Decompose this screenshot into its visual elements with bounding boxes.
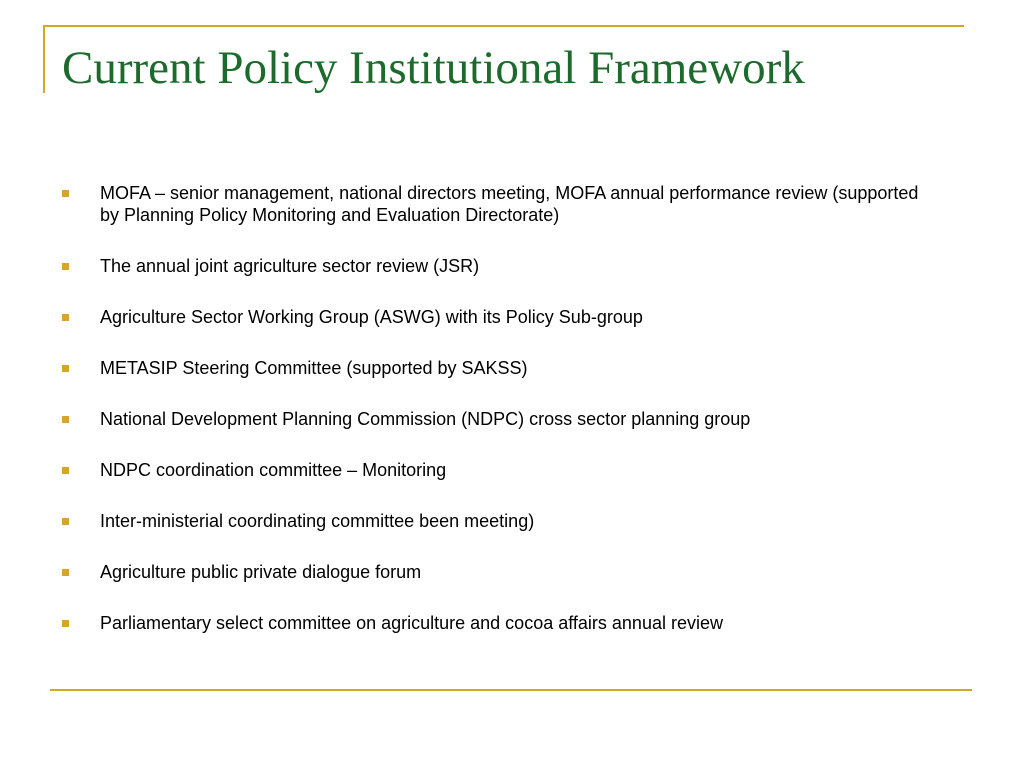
bullet-text: Parliamentary select committee on agriculture and cocoa affairs annual review [100, 613, 723, 633]
square-bullet-icon [62, 467, 69, 474]
bullet-text: MOFA – senior management, national directors meeting, MOFA annual performance review (supported by Planning Policy Monitoring and Evaluation Directorate) [100, 183, 919, 225]
square-bullet-icon [62, 263, 69, 270]
bullet-item [60, 612, 940, 634]
square-bullet-icon [62, 569, 69, 576]
bullet-item [60, 459, 940, 481]
square-bullet-icon [62, 416, 69, 423]
square-bullet-icon [62, 314, 69, 321]
bullet-item [60, 255, 940, 277]
bullet-item [60, 408, 940, 430]
square-bullet-icon [62, 365, 69, 372]
bullet-text: Inter-ministerial coordinating committee been meeting) [100, 511, 535, 531]
bullet-text: Agriculture public private dialogue forum [100, 562, 422, 582]
slide-title: Current Policy Institutional Framework [62, 42, 805, 94]
square-bullet-icon [62, 620, 69, 627]
bullet-text: METASIP Steering Committee (supported by SAKSS) [100, 358, 528, 378]
bullet-item [60, 182, 940, 226]
bullet-text: Agriculture Sector Working Group (ASWG) with its Policy Sub-group [100, 307, 643, 327]
bullet-text: The annual joint agriculture sector review (JSR) [100, 256, 480, 276]
square-bullet-icon [62, 190, 69, 197]
bullet-item [60, 561, 940, 583]
bullet-item [60, 357, 940, 379]
frame-left-line [43, 25, 45, 93]
square-bullet-icon [62, 518, 69, 525]
bullet-item [60, 306, 940, 328]
bullet-item [60, 510, 940, 532]
frame-top-line [43, 25, 964, 27]
frame-bottom-line [50, 689, 972, 691]
bullet-text: National Development Planning Commission (NDPC) cross sector planning group [100, 409, 751, 429]
bullet-list [60, 182, 940, 663]
bullet-text: NDPC coordination committee – Monitoring [100, 460, 447, 480]
